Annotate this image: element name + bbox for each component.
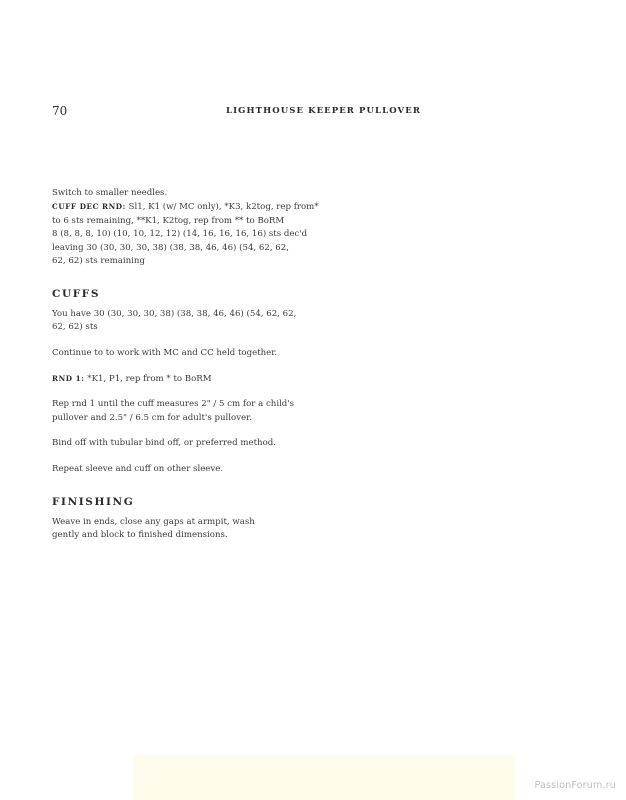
- rnd-1-line: [52, 372, 332, 386]
- running-header-title: LIGHTHOUSE KEEPER PULLOVER: [226, 106, 421, 116]
- cuffs-sts-line-2: 62, 62) sts: [52, 322, 98, 333]
- cuff-dec-line-5: 62, 62) sts remaining: [52, 256, 145, 267]
- cuff-dec-text: Sl1, K1 (w/ MC only), *K3, k2tog, rep from*: [125, 202, 319, 213]
- pattern-instructions: [52, 187, 332, 542]
- watermark-text: PassionForum.ru: [534, 780, 616, 791]
- cuff-dec-label: CUFF DEC RND:: [52, 202, 126, 212]
- repeat-rnd-line-2: pullover and 2.5" / 6.5 cm for adult's pullover.: [52, 412, 253, 423]
- bind-off-text: Bind off with tubular bind off, or preferred method.: [52, 438, 276, 449]
- continue-text: Continue to to work with MC and CC held together.: [52, 347, 278, 358]
- rnd-1-label: RND 1:: [52, 374, 85, 384]
- switch-needles-text: Switch to smaller needles.: [52, 188, 168, 198]
- bottom-tint-band: [133, 755, 515, 800]
- finishing-line-1: Weave in ends, close any gaps at armpit, wash: [52, 516, 255, 527]
- finishing-line-2: gently and block to finished dimensions.: [52, 529, 228, 540]
- page-number: 70: [52, 104, 68, 118]
- cuffs-sts-line-1: You have 30 (30, 30, 30, 38) (38, 38, 46, 46) (54, 62, 62,: [52, 308, 297, 319]
- repeat-sleeve-text: Repeat sleeve and cuff on other sleeve.: [52, 463, 224, 474]
- cuffs-heading: CUFFS: [52, 288, 101, 301]
- repeat-rnd-line-1: Rep rnd 1 until the cuff measures 2" / 5 cm for a child's: [52, 399, 295, 410]
- cuff-dec-line-3: 8 (8, 8, 8, 10) (10, 10, 12, 12) (14, 16, 16, 16, 16) sts dec'd: [52, 229, 308, 240]
- cuff-dec-line-4: leaving 30 (30, 30, 30, 38) (38, 38, 46, 46) (54, 62, 62,: [52, 242, 289, 253]
- cuff-dec-line-2: to 6 sts remaining, **K1, K2tog, rep from ** to BoRM: [52, 215, 285, 226]
- finishing-heading: FINISHING: [52, 496, 135, 509]
- rnd-1-text: *K1, P1, rep from * to BoRM: [84, 374, 212, 385]
- cuff-dec-line-1: [52, 200, 332, 214]
